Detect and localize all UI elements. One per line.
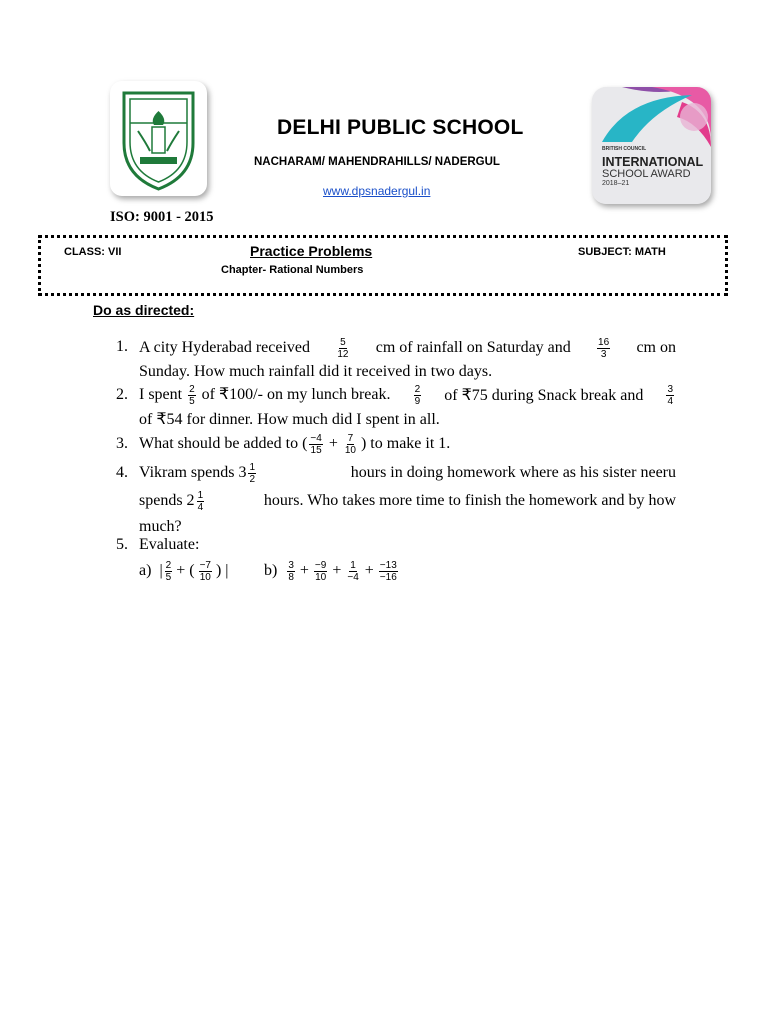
sheet-title: Practice Problems xyxy=(250,243,373,259)
fraction: $\frac{1}{-4}$ xyxy=(347,559,359,583)
fraction: $\frac{2}{5}$ xyxy=(189,384,195,407)
question-5-label: Evaluate: xyxy=(139,536,200,553)
info-box xyxy=(38,235,728,296)
fraction: $\frac{1}{4}$ xyxy=(197,489,204,513)
award-years: 2018–21 xyxy=(602,180,630,187)
question-number: 5. xyxy=(116,536,128,553)
fraction: $\frac{3}{4}$ xyxy=(667,384,673,407)
question-5a: a) | $\frac{2}{5}$ + ( $\frac{-7}{10}$ ) | xyxy=(139,559,229,583)
fraction: $\frac{-9}{10}$ xyxy=(314,559,327,583)
question-4: Vikram spends 3 $\frac{1}{2}$ hours in doing homework where as his sister neeru spends 2 $\frac{1}{4}$ hours. Who takes more time to finish the homework and by how much? xyxy=(139,461,676,535)
award-line-1: INTERNATIONAL xyxy=(602,155,704,169)
question-number: 1. xyxy=(116,338,128,355)
international-school-award-logo xyxy=(592,87,711,204)
fraction: $\frac{7}{10}$ xyxy=(344,432,356,456)
fraction: $\frac{-7}{10}$ xyxy=(199,559,211,583)
question-number: 4. xyxy=(116,464,128,481)
fraction: $\frac{-13}{-16}$ xyxy=(379,559,397,583)
fraction: $\frac{1}{2}$ xyxy=(249,461,256,485)
class-label: CLASS: VII xyxy=(64,246,122,258)
question-2: I spent $\frac{2}{5}$ of ₹100/- on my lunch break. $\frac{2}{9}$ of ₹75 during Snack break and $\frac{3}{4}$ of ₹54 for dinner. How much did I spent in all. xyxy=(139,384,673,428)
directions-heading: Do as directed: xyxy=(93,302,195,318)
question-5b: b) $\frac{3}{8}$ + $\frac{-9}{10}$ + $\frac{1}{-4}$ + $\frac{-13}{-16}$ xyxy=(264,559,397,583)
iso-certification: ISO: 9001 - 2015 xyxy=(110,209,214,225)
school-website-link[interactable]: www.dpsnadergul.in xyxy=(323,184,431,198)
question-number: 2. xyxy=(116,386,128,403)
school-branches: NACHARAM/ MAHENDRAHILLS/ NADERGUL xyxy=(254,156,500,168)
fraction: $\frac{-4}{15}$ xyxy=(310,432,322,456)
school-crest-icon xyxy=(110,81,207,196)
question-number: 3. xyxy=(116,435,128,452)
question-1: A city Hyderabad received $\frac{5}{12}$ cm of rainfall on Saturday and $\frac{16}{3}$ cm on Sunday. How much rainfall did it received in two days. xyxy=(139,336,676,380)
school-name: DELHI PUBLIC SCHOOL xyxy=(277,116,524,139)
chapter-label: Chapter- Rational Numbers xyxy=(221,264,364,276)
fraction: $\frac{3}{8}$ xyxy=(288,559,294,583)
award-line-2: SCHOOL AWARD xyxy=(602,168,691,180)
subject-label: SUBJECT: MATH xyxy=(578,246,666,258)
question-3: What should be added to ( $\frac{-4}{15}$ + $\frac{7}{10}$ ) to make it 1. xyxy=(139,432,451,456)
fraction: $\frac{16}{3}$ xyxy=(598,336,610,360)
fraction: $\frac{5}{12}$ xyxy=(337,336,349,360)
school-crest-logo xyxy=(110,81,207,196)
british-council-text: BRITISH COUNCIL xyxy=(602,146,647,152)
fraction: $\frac{2}{5}$ xyxy=(165,559,172,583)
fraction: $\frac{2}{9}$ xyxy=(414,384,421,407)
